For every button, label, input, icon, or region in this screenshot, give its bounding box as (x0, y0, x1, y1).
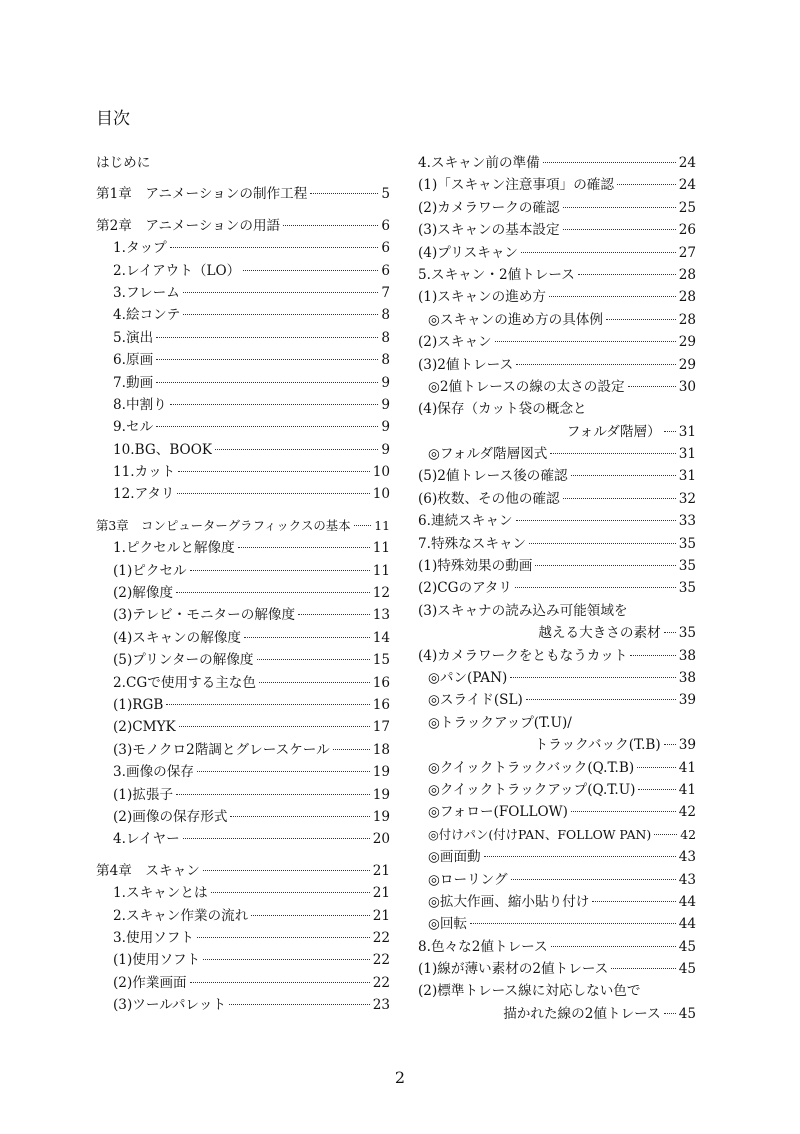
toc-entry-title: 越える大きさの素材 (538, 625, 661, 642)
toc-entry-page: 31 (678, 468, 696, 485)
toc-entry (96, 237, 390, 259)
toc-leader-dots (578, 274, 676, 275)
toc-entry (96, 515, 390, 537)
toc-entry-page: 22 (372, 952, 390, 969)
toc-entry-title: ◎トラックアップ(T.U)/ (428, 714, 572, 731)
toc-leader-dots (529, 543, 676, 544)
toc-entry-title: (3)モノクロ2階調とグレースケール (113, 741, 330, 758)
toc-leader-dots (156, 382, 378, 383)
toc-entry-title: (4)プリスキャン (418, 244, 519, 261)
toc-entry (418, 1003, 696, 1025)
toc-entry-title: 1.ピクセルと解像度 (113, 540, 235, 557)
toc-leader-dots (183, 292, 379, 293)
toc-entry (96, 304, 390, 326)
toc-entry-title: 3.フレーム (113, 284, 180, 301)
toc-entry-title: はじめに (96, 155, 151, 171)
toc-entry-title: (1)特殊効果の動画 (418, 558, 533, 575)
toc-leader-dots (563, 498, 676, 499)
toc-entry-page: 24 (678, 155, 696, 171)
toc-entry-page: 15 (372, 652, 390, 669)
toc-entry (418, 712, 696, 734)
toc-entry-page: 10 (372, 464, 390, 481)
toc-leader-dots (664, 1013, 676, 1014)
toc-entry (96, 152, 390, 174)
toc-entry-title: ◎フォルダ階層図式 (428, 446, 548, 463)
toc-entry-title: (2)解像度 (113, 585, 174, 602)
toc-leader-dots (510, 677, 675, 678)
toc-leader-dots (190, 570, 370, 571)
toc-entry-page: 42 (678, 804, 696, 821)
toc-entry (96, 672, 390, 694)
toc-entry-title: (1)使用ソフト (113, 952, 201, 969)
toc-left-column (96, 152, 390, 1016)
toc-entry-page: 6 (381, 262, 390, 279)
toc-entry (418, 577, 696, 599)
toc-entry-page: 35 (678, 580, 696, 597)
toc-leader-dots (354, 525, 372, 526)
toc-leader-dots (511, 879, 676, 880)
toc-entry-page: 30 (678, 378, 696, 395)
toc-entry-page: 43 (678, 849, 696, 866)
toc-entry-title: 11.カット (113, 464, 176, 481)
toc-entry (418, 757, 696, 779)
toc-entry-page: 8 (381, 307, 390, 324)
toc-leader-dots (257, 659, 370, 660)
toc-entry-title: (5)2値トレース後の確認 (418, 468, 568, 485)
toc-right-column (418, 152, 696, 1025)
toc-leader-dots (230, 816, 369, 817)
toc-leader-dots (183, 314, 378, 315)
toc-entry (96, 372, 390, 394)
toc-leader-dots (571, 475, 676, 476)
toc-entry-page: 18 (372, 741, 390, 758)
toc-entry (418, 645, 696, 667)
toc-entry (418, 488, 696, 510)
toc-leader-dots (203, 870, 370, 871)
toc-leader-dots (259, 682, 370, 683)
toc-entry-page: 42 (680, 826, 696, 842)
toc-entry-page: 19 (372, 786, 390, 803)
toc-leader-dots (526, 699, 676, 700)
toc-entry-title: 4.レイヤー (113, 831, 180, 848)
toc-leader-dots (664, 632, 676, 633)
toc-entry (96, 806, 390, 828)
toc-entry-page: 9 (381, 396, 390, 413)
toc-leader-dots (638, 789, 675, 790)
toc-entry (96, 739, 390, 761)
toc-entry-title: 6.連続スキャン (418, 513, 513, 530)
toc-entry (418, 980, 696, 1002)
toc-entry-page: 31 (678, 423, 696, 440)
toc-entry-title: (4)保存（カット袋の概念と (418, 401, 587, 418)
toc-entry-page: 9 (381, 374, 390, 391)
toc-entry (96, 627, 390, 649)
toc-leader-dots (298, 614, 370, 615)
toc-entry (418, 622, 696, 644)
toc-entry-page: 17 (372, 719, 390, 736)
toc-entry-page: 44 (678, 916, 696, 933)
toc-entry-title: 10.BG、BOOK (113, 441, 212, 458)
toc-entry (418, 801, 696, 823)
toc-entry (418, 443, 696, 465)
toc-leader-dots (563, 229, 676, 230)
toc-entry (418, 152, 696, 174)
toc-entry-title: ◎スキャンの進め方の具体例 (428, 311, 603, 328)
toc-entry-page: 19 (372, 764, 390, 781)
toc-entry-title: ◎付けパン(付けPAN、FOLLOW PAN) (428, 826, 652, 842)
toc-entry-title: (2)画像の保存形式 (113, 808, 228, 825)
toc-entry (418, 421, 696, 443)
toc-entry (418, 286, 696, 308)
toc-entry-title: ◎2値トレースの線の太さの設定 (428, 378, 625, 395)
toc-entry-page: 33 (678, 513, 696, 530)
toc-entry-title: (2)標準トレース線に対応しない色で (418, 983, 641, 1000)
toc-leader-dots (664, 744, 676, 745)
toc-entry-page: 10 (372, 486, 390, 503)
toc-entry-title: 第2章 アニメーションの用語 (96, 217, 281, 234)
toc-entry-title: 第1章 アニメーションの制作工程 (96, 186, 308, 203)
toc-leader-dots (177, 493, 369, 494)
toc-entry-page: 35 (678, 558, 696, 575)
toc-leader-dots (495, 341, 676, 342)
toc-entry-title: (3)2値トレース (418, 356, 514, 373)
toc-entry (418, 219, 696, 241)
toc-leader-dots (516, 520, 676, 521)
toc-entry (418, 398, 696, 420)
toc-leader-dots (592, 901, 675, 902)
toc-entry (96, 949, 390, 971)
toc-leader-dots (183, 838, 370, 839)
toc-entry-title: 5.演出 (113, 329, 154, 346)
toc-entry (418, 734, 696, 756)
toc-entry-page: 43 (678, 871, 696, 888)
toc-entry-page: 22 (372, 929, 390, 946)
page-title: 目次 (96, 109, 130, 129)
toc-entry (96, 582, 390, 604)
toc-entry-title: 3.使用ソフト (113, 929, 194, 946)
toc-entry (418, 309, 696, 331)
toc-entry (418, 600, 696, 622)
toc-entry-title: (2)スキャン (418, 334, 492, 351)
toc-entry (96, 537, 390, 559)
toc-leader-dots (549, 296, 676, 297)
toc-entry-title: 描かれた線の2値トレース (503, 1005, 661, 1022)
toc-entry-title: 3.画像の保存 (113, 764, 194, 781)
toc-entry-page: 44 (678, 893, 696, 910)
toc-entry-page: 21 (372, 885, 390, 902)
toc-entry (418, 331, 696, 353)
toc-entry-page: 6 (381, 240, 390, 257)
toc-entry-page: 41 (678, 759, 696, 776)
toc-leader-dots (628, 386, 676, 387)
toc-entry-page: 29 (678, 356, 696, 373)
toc-entry (418, 689, 696, 711)
toc-entry-page: 11 (372, 562, 390, 579)
toc-entry-page: 35 (678, 535, 696, 552)
toc-entry (96, 972, 390, 994)
toc-leader-dots (551, 946, 676, 947)
toc-leader-dots (156, 359, 378, 360)
toc-entry-page: 11 (372, 540, 390, 557)
toc-entry-title: ◎スライド(SL) (428, 692, 523, 709)
toc-entry-page: 24 (678, 177, 696, 194)
toc-entry-page: 38 (678, 669, 696, 686)
toc-leader-dots (521, 252, 676, 253)
toc-leader-dots (630, 655, 675, 656)
toc-entry (96, 694, 390, 716)
toc-entry-page: 6 (381, 217, 390, 234)
toc-leader-dots (238, 547, 370, 548)
toc-entry (96, 416, 390, 438)
toc-entry-page: 28 (678, 266, 696, 283)
toc-leader-dots (190, 982, 370, 983)
toc-entry-title: (3)テレビ・モニターの解像度 (113, 607, 296, 624)
toc-leader-dots (229, 1004, 370, 1005)
toc-entry-title: 6.原画 (113, 352, 154, 369)
toc-entry (418, 936, 696, 958)
toc-leader-dots (654, 834, 677, 835)
toc-entry (96, 882, 390, 904)
toc-entry-title: ◎クイックトラックバック(Q.T.B) (428, 759, 635, 776)
toc-entry (96, 560, 390, 582)
toc-entry-title: 1.タップ (113, 240, 167, 257)
toc-entry (418, 958, 696, 980)
toc-leader-dots (170, 404, 379, 405)
toc-entry (418, 913, 696, 935)
toc-entry (418, 667, 696, 689)
toc-entry (418, 779, 696, 801)
toc-entry-page: 5 (381, 186, 390, 203)
toc-entry-title: ◎拡大作画、縮小貼り付け (428, 893, 590, 910)
toc-entry (96, 260, 390, 282)
toc-entry (96, 327, 390, 349)
toc-leader-dots (333, 749, 370, 750)
toc-entry (96, 349, 390, 371)
toc-entry (96, 394, 390, 416)
toc-entry-title: (1)「スキャン注意事項」の確認 (418, 177, 614, 194)
toc-entry-page: 9 (381, 441, 390, 458)
toc-leader-dots (215, 449, 378, 450)
toc-entry-page: 19 (372, 808, 390, 825)
toc-leader-dots (543, 162, 676, 163)
toc-leader-dots (571, 811, 676, 812)
toc-leader-dots (563, 207, 676, 208)
toc-entry (96, 439, 390, 461)
toc-entry (96, 927, 390, 949)
toc-entry (418, 533, 696, 555)
toc-leader-dots (197, 937, 370, 938)
toc-entry-title: (1)スキャンの進め方 (418, 289, 547, 306)
toc-entry (418, 242, 696, 264)
toc-entry-page: 23 (372, 997, 390, 1014)
toc-leader-dots (617, 184, 676, 185)
toc-entry-page: 13 (372, 607, 390, 624)
toc-entry-title: ◎画面動 (428, 849, 481, 866)
toc-entry-title: (1)RGB (113, 696, 164, 713)
toc-entry (418, 891, 696, 913)
toc-entry-page: 38 (678, 647, 696, 664)
toc-entry-title: 4.絵コンテ (113, 307, 181, 324)
toc-entry-page: 41 (678, 781, 696, 798)
toc-leader-dots (243, 270, 378, 271)
toc-entry-title: ◎回転 (428, 916, 468, 933)
toc-entry-page: 25 (678, 199, 696, 216)
toc-entry-title: (2)作業画面 (113, 974, 187, 991)
toc-entry (96, 183, 390, 205)
toc-leader-dots (515, 587, 676, 588)
toc-entry (96, 784, 390, 806)
toc-entry-page: 45 (678, 1005, 696, 1022)
toc-entry-title: (5)プリンターの解像度 (113, 652, 254, 669)
toc-entry-title: 第3章 コンピューターグラフィックスの基本 (96, 517, 351, 533)
toc-entry-page: 20 (372, 831, 390, 848)
toc-entry-title: 4.スキャン前の準備 (418, 155, 540, 171)
toc-leader-dots (310, 193, 378, 194)
toc-entry (96, 994, 390, 1016)
toc-entry-title: ◎ローリング (428, 871, 508, 888)
toc-entry (96, 483, 390, 505)
toc-leader-dots (170, 247, 379, 248)
toc-entry (418, 824, 696, 846)
toc-leader-dots (637, 767, 676, 768)
toc-leader-dots (179, 726, 370, 727)
toc-entry (418, 465, 696, 487)
toc-leader-dots (156, 426, 378, 427)
toc-entry-title: (1)線が薄い素材の2値トレース (418, 961, 609, 978)
toc-entry-page: 39 (678, 737, 696, 754)
toc-entry-page: 31 (678, 446, 696, 463)
toc-entry-page: 21 (372, 907, 390, 924)
toc-entry-title: (6)枚数、その他の確認 (418, 490, 560, 507)
toc-entry-title: (3)ツールパレット (113, 997, 227, 1014)
toc-entry-page: 32 (678, 490, 696, 507)
toc-entry-title: ◎フォロー(FOLLOW) (428, 804, 568, 821)
toc-entry (418, 354, 696, 376)
toc-entry-title: ◎パン(PAN) (428, 669, 508, 686)
toc-entry (96, 604, 390, 626)
toc-entry-page: 8 (381, 329, 390, 346)
toc-entry-page: 27 (678, 244, 696, 261)
toc-leader-dots (211, 892, 370, 893)
toc-leader-dots (535, 565, 675, 566)
toc-entry-page: 21 (372, 862, 390, 879)
toc-entry (96, 860, 390, 882)
toc-entry (418, 376, 696, 398)
toc-leader-dots (176, 794, 370, 795)
toc-entry (418, 174, 696, 196)
toc-entry (418, 510, 696, 532)
toc-entry-title: 2.レイアウト（LO） (113, 262, 241, 279)
toc-leader-dots (611, 968, 675, 969)
toc-entry (96, 215, 390, 237)
toc-entry-page: 16 (372, 674, 390, 691)
toc-entry-title: (2)CMYK (113, 719, 176, 736)
toc-entry-page: 35 (678, 625, 696, 642)
toc-entry (96, 282, 390, 304)
toc-entry-page: 12 (372, 585, 390, 602)
toc-entry-page: 11 (374, 517, 390, 533)
toc-leader-dots (203, 959, 369, 960)
toc-leader-dots (176, 592, 370, 593)
toc-entry-page: 22 (372, 974, 390, 991)
toc-entry-title: 12.アタリ (113, 486, 175, 503)
toc-entry-page: 28 (678, 289, 696, 306)
toc-entry (96, 905, 390, 927)
toc-entry-title: (2)カメラワークの確認 (418, 199, 560, 216)
toc-entry-title: 9.セル (113, 419, 154, 436)
toc-leader-dots (550, 453, 675, 454)
toc-entry (418, 869, 696, 891)
toc-entry (96, 761, 390, 783)
toc-leader-dots (178, 471, 369, 472)
toc-leader-dots (470, 923, 676, 924)
toc-leader-dots (166, 704, 369, 705)
toc-entry-page: 29 (678, 334, 696, 351)
toc-entry-title: フォルダ階層） (566, 423, 661, 440)
toc-leader-dots (197, 771, 370, 772)
toc-entry-title: 8.色々な2値トレース (418, 938, 548, 955)
toc-entry-page: 16 (372, 696, 390, 713)
toc-entry-page: 28 (678, 311, 696, 328)
toc-entry (418, 846, 696, 868)
toc-leader-dots (484, 856, 676, 857)
toc-entry-page: 9 (381, 419, 390, 436)
toc-entry (418, 197, 696, 219)
toc-entry (96, 716, 390, 738)
toc-entry (418, 555, 696, 577)
toc-entry (418, 264, 696, 286)
toc-entry-title: トラックバック(T.B) (534, 737, 661, 754)
toc-entry-title: 8.中割り (113, 396, 167, 413)
toc-entry-title: 7.動画 (113, 374, 154, 391)
toc-entry (96, 649, 390, 671)
toc-entry-title: 2.スキャン作業の流れ (113, 907, 249, 924)
toc-entry-page: 8 (381, 352, 390, 369)
toc-leader-dots (516, 364, 675, 365)
toc-entry (96, 828, 390, 850)
toc-entry-title: ◎クイックトラックアップ(Q.T.U) (428, 781, 636, 798)
toc-entry-page: 45 (678, 938, 696, 955)
toc-entry-title: (1)拡張子 (113, 786, 174, 803)
toc-entry-title: (3)スキャナの読み込み可能領域を (418, 602, 628, 619)
toc-leader-dots (156, 337, 378, 338)
toc-entry-title: 7.特殊なスキャン (418, 535, 527, 552)
toc-entry-page: 14 (372, 629, 390, 646)
toc-entry-title: 第4章 スキャン (96, 862, 200, 879)
toc-entry-title: (4)スキャンの解像度 (113, 629, 242, 646)
toc-entry-page: 7 (381, 284, 390, 301)
toc-leader-dots (244, 637, 370, 638)
toc-entry-title: 1.スキャンとは (113, 885, 208, 902)
toc-entry-title: (4)カメラワークをともなうカット (418, 647, 628, 664)
toc-leader-dots (283, 225, 378, 226)
toc-entry-title: (3)スキャンの基本設定 (418, 222, 560, 239)
toc-leader-dots (251, 915, 369, 916)
page-number: 2 (394, 1068, 406, 1087)
toc-entry-page: 45 (678, 961, 696, 978)
toc-entry-page: 39 (678, 692, 696, 709)
toc-entry-title: 5.スキャン・2値トレース (418, 266, 575, 283)
toc-leader-dots (606, 319, 676, 320)
toc-leader-dots (664, 431, 676, 432)
toc-entry-title: 2.CGで使用する主な色 (113, 674, 256, 691)
toc-entry-page: 26 (678, 222, 696, 239)
toc-entry (96, 461, 390, 483)
toc-entry-title: (1)ピクセル (113, 562, 187, 579)
toc-entry-title: (2)CGのアタリ (418, 580, 512, 597)
